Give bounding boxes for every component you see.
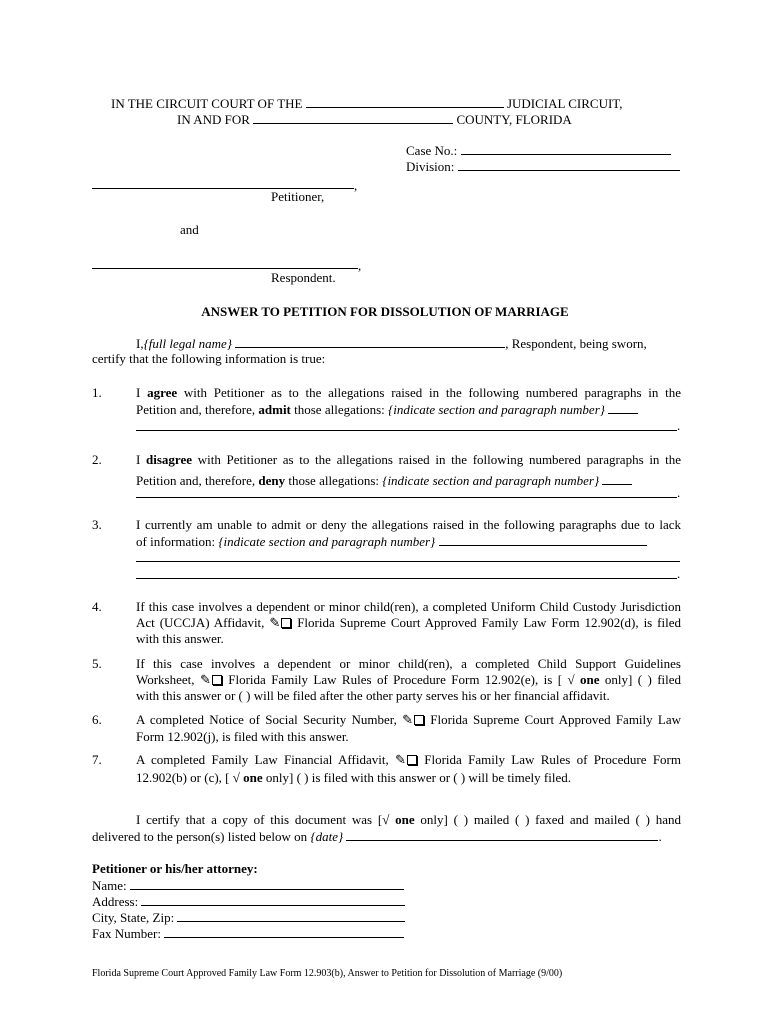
period: .: [677, 418, 681, 433]
item-3-line1: I currently am unable to admit or deny the allegations raised in the following paragraphs due to lack: [136, 517, 681, 532]
full-legal-name-field[interactable]: [235, 335, 505, 348]
item-2-line1: I disagree with Petitioner as to the allegations raised in the following numbered paragraphs in the: [136, 452, 681, 467]
checkbox-icon[interactable]: [407, 755, 417, 765]
respondent-label: Respondent.: [271, 270, 336, 285]
intro-line2: certify that the following information is true:: [92, 351, 326, 366]
name-label: Name:: [92, 878, 127, 893]
item-5-number: 5.: [92, 656, 102, 671]
check-icon: √: [382, 812, 390, 827]
checkbox-icon[interactable]: [212, 675, 222, 685]
fax-number-label: Fax Number:: [92, 926, 161, 941]
division-field[interactable]: [458, 158, 680, 171]
checkbox-icon[interactable]: [414, 715, 424, 725]
item-5-line1: If this case involves a dependent or minor child(ren), a completed Child Support Guidelines: [136, 656, 681, 671]
item-7-number: 7.: [92, 752, 102, 767]
court-label: IN THE CIRCUIT COURT OF THE: [111, 96, 303, 111]
pencil-icon: ✎: [199, 672, 211, 687]
item-4-line2: Act (UCCJA) Affidavit, ✎ Florida Supreme Court Approved Family Law Form 12.902(d), is filed: [136, 615, 682, 630]
item-4-line1: If this case involves a dependent or minor child(ren), a completed Uniform Child Custody Jurisdiction: [136, 599, 681, 614]
case-no-label: Case No.:: [406, 143, 458, 158]
respondent-name-field[interactable]: [92, 268, 358, 269]
document-title: ANSWER TO PETITION FOR DISSOLUTION OF MARRIAGE: [201, 304, 569, 319]
address-label: Address:: [92, 894, 139, 909]
item-2-field-line2[interactable]: [136, 497, 677, 498]
division-row: [406, 158, 680, 175]
item-1-line1: I agree with Petitioner as to the allegations raised in the following numbered paragraphs in the: [136, 385, 682, 400]
item-6-number: 6.: [92, 712, 102, 727]
certify-line1: I certify that a copy of this document was [√ one only] ( ) mailed ( ) faxed and mailed ( ) hand: [136, 812, 681, 827]
period: .: [677, 485, 681, 500]
court-header-line2: [177, 111, 572, 128]
and-label: and: [180, 222, 199, 237]
item-3: [136, 517, 681, 550]
item-3-line2: of information: {indicate section and paragraph number}: [136, 533, 681, 550]
period: .: [677, 566, 681, 581]
item-1: [136, 385, 681, 418]
check-icon: √: [232, 770, 240, 785]
item-3-number: 3.: [92, 517, 102, 532]
item-2-line2: Petition and, therefore, deny those allegations: {indicate section and paragraph number}: [136, 472, 681, 489]
comma: ,: [354, 178, 358, 193]
fax-number-field[interactable]: [164, 925, 404, 938]
city-state-zip-field[interactable]: [177, 909, 405, 922]
fax-row: [92, 925, 404, 942]
address-field[interactable]: [141, 893, 405, 906]
county-blank[interactable]: [253, 111, 453, 124]
item-7-line2: 12.902(b) or (c), [ √ one only] ( ) is filed with this answer or ( ) will be timely filed.: [136, 770, 571, 785]
pencil-icon: ✎: [395, 752, 406, 767]
court-header-line1: [111, 95, 623, 112]
item-2: [136, 452, 681, 489]
full-legal-name-hint: {full legal name}: [143, 336, 232, 351]
checkbox-icon[interactable]: [281, 618, 291, 628]
item-6: [136, 712, 681, 745]
county-florida-label: COUNTY, FLORIDA: [456, 112, 572, 127]
item-5-line3: with this answer or ( ) will be filed after the other party serves his or her financial affidavit.: [136, 688, 610, 703]
intro-suffix: , Respondent, being sworn,: [505, 336, 647, 351]
item-5: [136, 656, 681, 704]
in-and-for-label: IN AND FOR: [177, 112, 250, 127]
item-4-number: 4.: [92, 599, 102, 614]
certify-line2: delivered to the person(s) listed below on {date} .: [92, 829, 662, 844]
date-field[interactable]: [346, 828, 658, 841]
item-2-number: 2.: [92, 452, 102, 467]
attorney-heading: Petitioner or his/her attorney:: [92, 861, 258, 876]
intro-prefix: I,: [136, 336, 144, 351]
date-hint: {date}: [310, 829, 344, 844]
item-3-field-line2[interactable]: [136, 561, 680, 562]
item-2-field[interactable]: [602, 472, 632, 485]
city-row: [92, 909, 405, 926]
item-3-field[interactable]: [439, 533, 647, 546]
intro-line1: [136, 335, 647, 352]
item-4: [136, 599, 681, 647]
item-6-line2: Form 12.902(j), is filed with this answer.: [136, 729, 349, 744]
item-1-line2: Petition and, therefore, admit those allegations: {indicate section and paragraph number}: [136, 401, 681, 418]
case-no-field[interactable]: [461, 142, 671, 155]
form-footer: Florida Supreme Court Approved Family Law Form 12.903(b), Answer to Petition for Dissolution of Marriage (9/00): [92, 968, 563, 979]
city-state-zip-label: City, State, Zip:: [92, 910, 175, 925]
petitioner-label: Petitioner,: [271, 189, 325, 204]
name-row: [92, 877, 404, 894]
item-1-number: 1.: [92, 385, 102, 400]
comma: ,: [358, 258, 362, 273]
item-5-line2: Worksheet, ✎ Florida Family Law Rules of Procedure Form 12.902(e), is [ √ one only] ( ) filed: [136, 672, 682, 687]
address-row: [92, 893, 405, 910]
circuit-blank[interactable]: [306, 95, 504, 108]
item-4-line3: with this answer.: [136, 631, 224, 646]
pencil-icon: ✎: [269, 615, 281, 630]
division-label: Division:: [406, 159, 455, 174]
check-icon: √: [567, 672, 575, 687]
item-1-field-line2[interactable]: [136, 430, 677, 431]
judicial-circuit-label: JUDICIAL CIRCUIT,: [506, 96, 623, 111]
name-field[interactable]: [130, 877, 404, 890]
item-7: [136, 752, 681, 786]
item-1-field[interactable]: [608, 401, 638, 414]
item-6-line1: A completed Notice of Social Security Number, ✎ Florida Supreme Court Approved Family Law: [136, 712, 681, 727]
item-7-line1: A completed Family Law Financial Affidavit, ✎ Florida Family Law Rules of Procedure Form: [136, 752, 682, 767]
case-no-row: [406, 142, 671, 159]
item-3-field-line3[interactable]: [136, 578, 677, 579]
pencil-icon: ✎: [402, 712, 413, 727]
